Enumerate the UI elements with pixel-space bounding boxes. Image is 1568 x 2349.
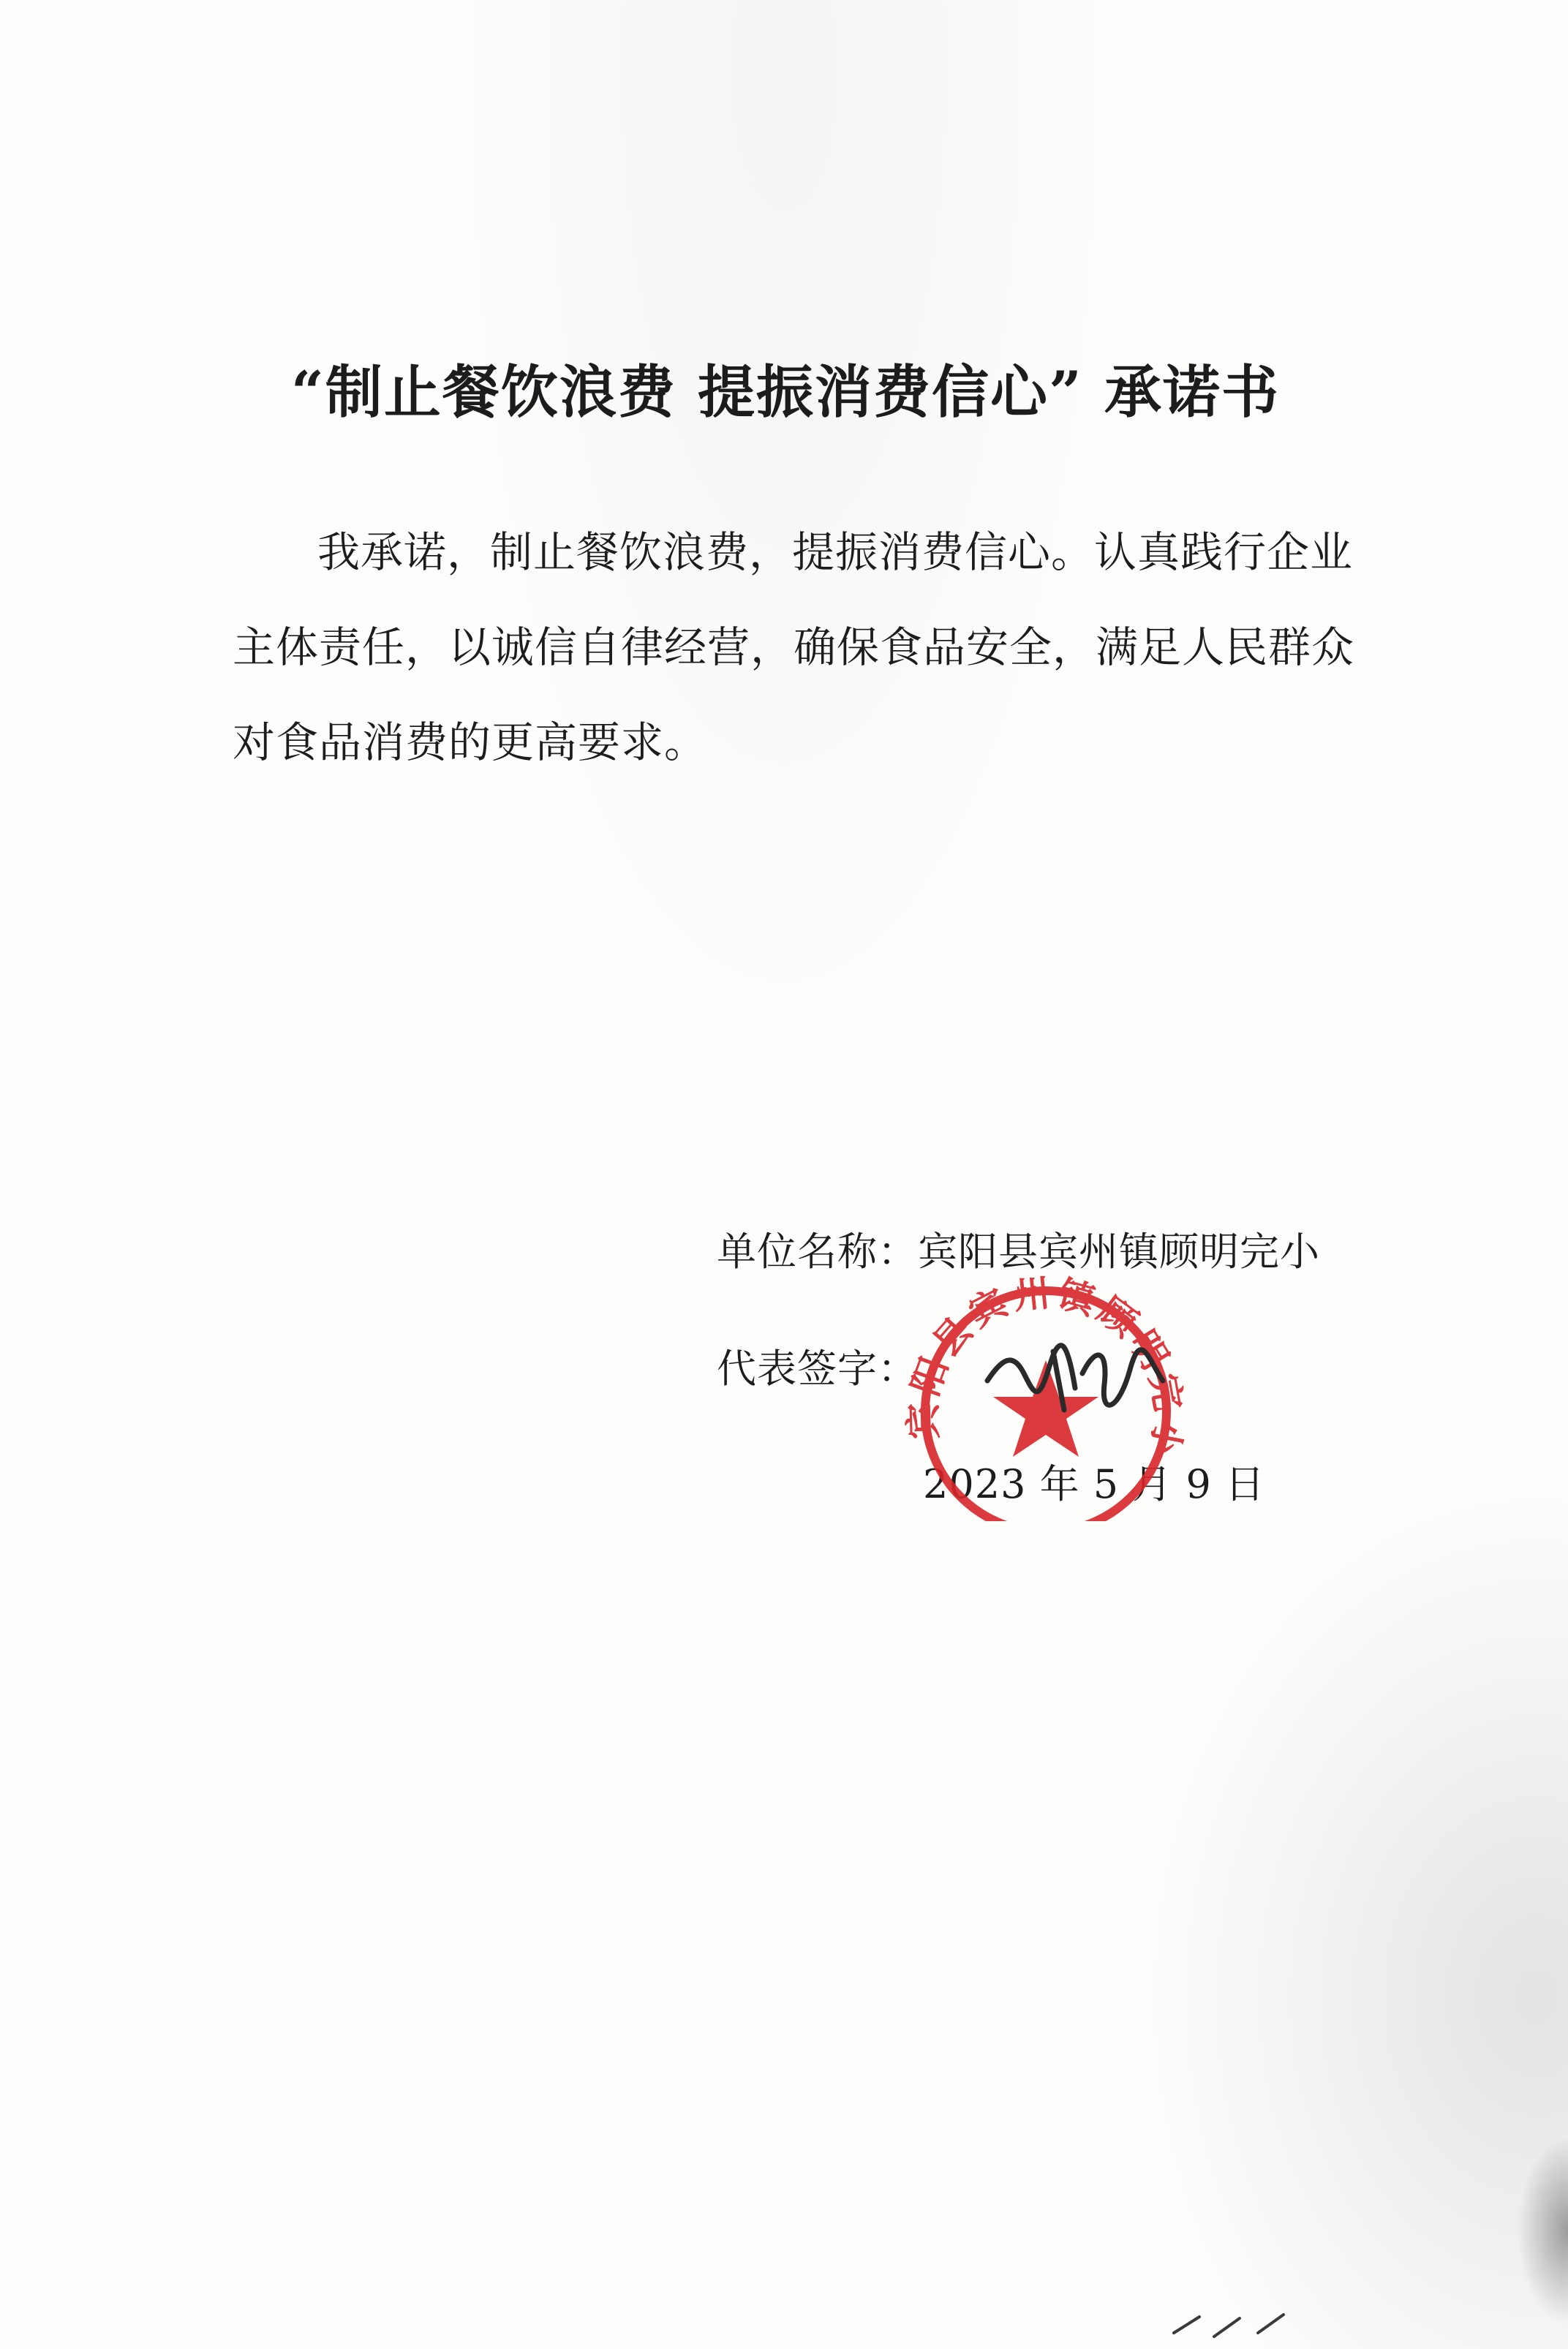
unit-label: 单位名称： — [717, 1229, 918, 1275]
signature-row — [717, 1340, 918, 1398]
seal-text: 宾阳县宾州镇顾明完小 — [902, 1272, 1191, 1464]
document-title: “制止餐饮浪费 提振消费信心” 承诺书 — [291, 359, 1281, 426]
unit-name: 宾阳县宾州镇顾明完小 — [918, 1229, 1320, 1275]
handwritten-signature-icon — [980, 1330, 1170, 1417]
page-edge-shadow — [1517, 2135, 1568, 2326]
signature-label: 代表签字： — [717, 1346, 918, 1392]
date-line: 2023 年 5 月 9 日 — [923, 1461, 1265, 1507]
pledge-body: 我承诺，制止餐饮浪费，提振消费信心。认真践行企业主体责任，以诚信自律经营，确保食品安全，满足人民群众对食品消费的更高要求。 — [233, 527, 1355, 767]
scan-mark-icon — [1170, 2311, 1287, 2340]
